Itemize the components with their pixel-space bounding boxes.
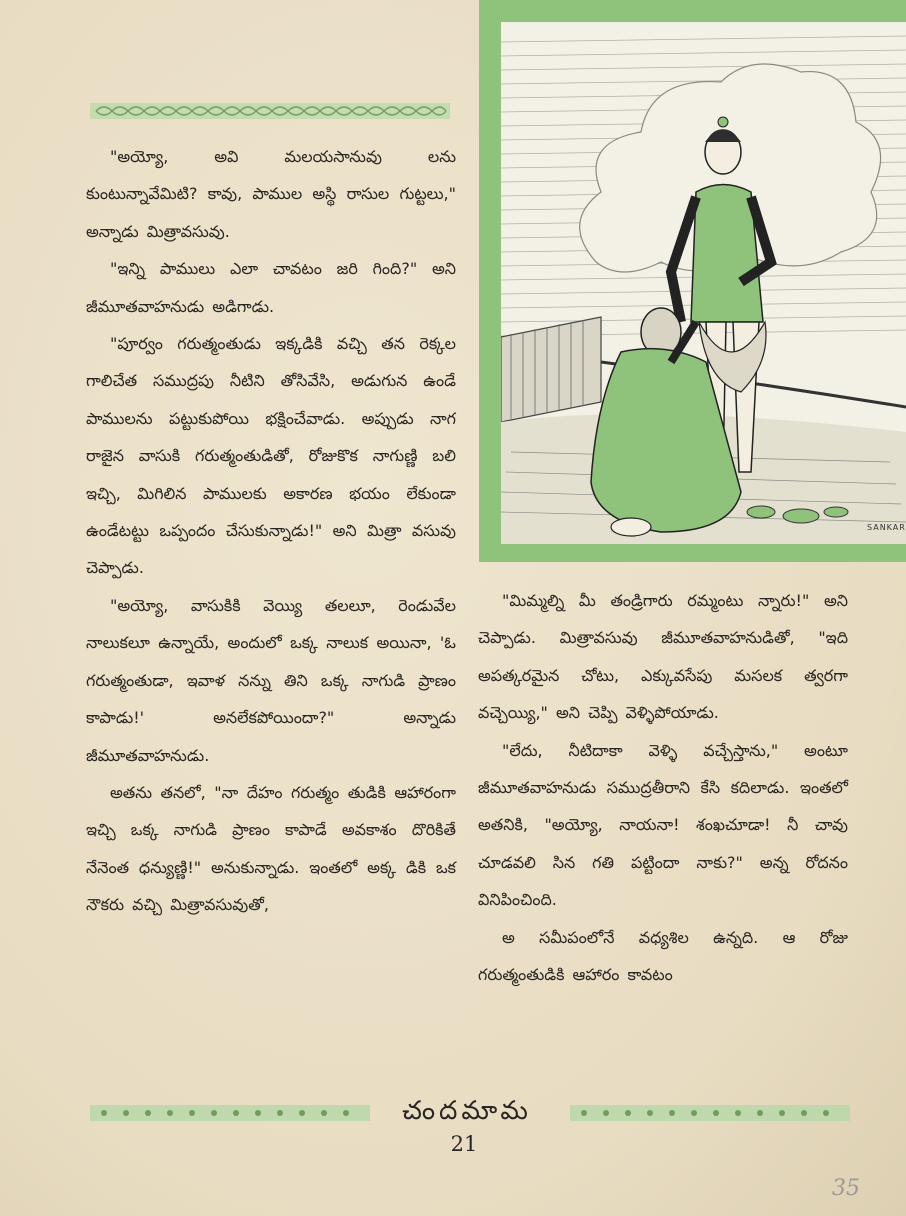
illustration-scene — [501, 22, 906, 544]
ornamental-border-top — [90, 100, 450, 122]
stone-wall — [501, 317, 601, 422]
right-text-column — [478, 582, 848, 993]
magazine-title: చందమామ — [402, 1096, 532, 1126]
paragraph: అతను తనలో, "నా దేహం గరుత్మం తుడికి ఆహారంగా ఇచ్చి ఒక్క నాగుడి ప్రాణం కాపాడే అవకాశం దొరికితే నేనెంత ధన్యుణ్ణి!" అనుకున్నాడు. ఇంతలో అక్క డికి ఒక నౌకరు వచ్చి మిత్రావసువుతో, — [86, 782, 456, 915]
paragraph: "అయ్యో, వాసుకికి వెయ్యి తలలూ, రెండువేల నాలుకలూ ఉన్నాయే, అందులో ఒక్క నాలుక అయినా, 'ఓ గరుత్మంతుడా, ఇవాళ నన్ను తిని ఒక్క నాగుడి ప్రాణం కాపాడు!' అనలేకపోయిందా?" అన్నాడు జీమూతవాహనుడు. — [86, 595, 456, 765]
scene-drawing — [501, 22, 906, 544]
page-number: 21 — [450, 1132, 478, 1156]
story-illustration — [479, 0, 906, 562]
paragraph: "అయ్యో, అవి మలయసానువు లను కుంటున్నావేమిటి? కావు, పాముల అస్థి రాసుల గుట్టలు," అన్నాడు మిత్రావసువు. — [86, 147, 456, 241]
pencil-margin-note: 35 — [832, 1176, 860, 1201]
illustrator-signature: SANKAR — [867, 523, 906, 532]
paragraph: "మిమ్మల్ని మీ తండ్రిగారు రమ్మంటు న్నారు!" అని చెప్పాడు. మిత్రావసువు జీమూతవాహనుడితో, "ఇది అపత్కరమైన చోటు, ఎక్కువసేపు మసలక త్వరగా వచ్చెయ్యి," అని చెప్పి వెళ్ళిపోయాడు. — [478, 591, 848, 723]
paragraph: "లేదు, నీటిదాకా వెళ్ళి వచ్చేస్తాను," అంటూ జీమూతవాహనుడు సముద్రతీరాని కేసి కదిలాడు. ఇంతలో అతనికి, "అయ్యో, నాయనా! శంఖచూడా! నీ చావు చూడవలి సిన గతి పట్టిందా నాకు?" అన్న రోదనం వినిపించింది. — [478, 740, 848, 910]
left-text-column — [86, 138, 456, 924]
paragraph: అ సమీపంలోనే వధ్యశిల ఉన్నది. ఆ రోజు గరుత్మంతుడికి ఆహారం కావటం — [478, 927, 848, 985]
paragraph: "పూర్వం గరుత్మంతుడు ఇక్కడికి వచ్చి తన రెక్కల గాలిచేత సముద్రపు నీటిని తోసివేసి, అడుగున ఉండే పాములను పట్టుకుపోయి భక్షించేవాడు. అప్పుడు నాగ రాజైన వాసుకి గరుత్మంతుడితో, రోజుకొక నాగుణ్ణి బలి ఇచ్చి, మిగిలిన పాములకు అకారణ భయం లేకుండా ఉండేటట్టు ఒప్పందం చేసుకున్నాడు!" అని మిత్రా వసువు చెప్పాడు. — [86, 334, 456, 578]
paragraph: "ఇన్ని పాములు ఎలా చావటం జరి గింది?" అని జీమూతవాహనుడు అడిగాడు. — [86, 259, 456, 316]
